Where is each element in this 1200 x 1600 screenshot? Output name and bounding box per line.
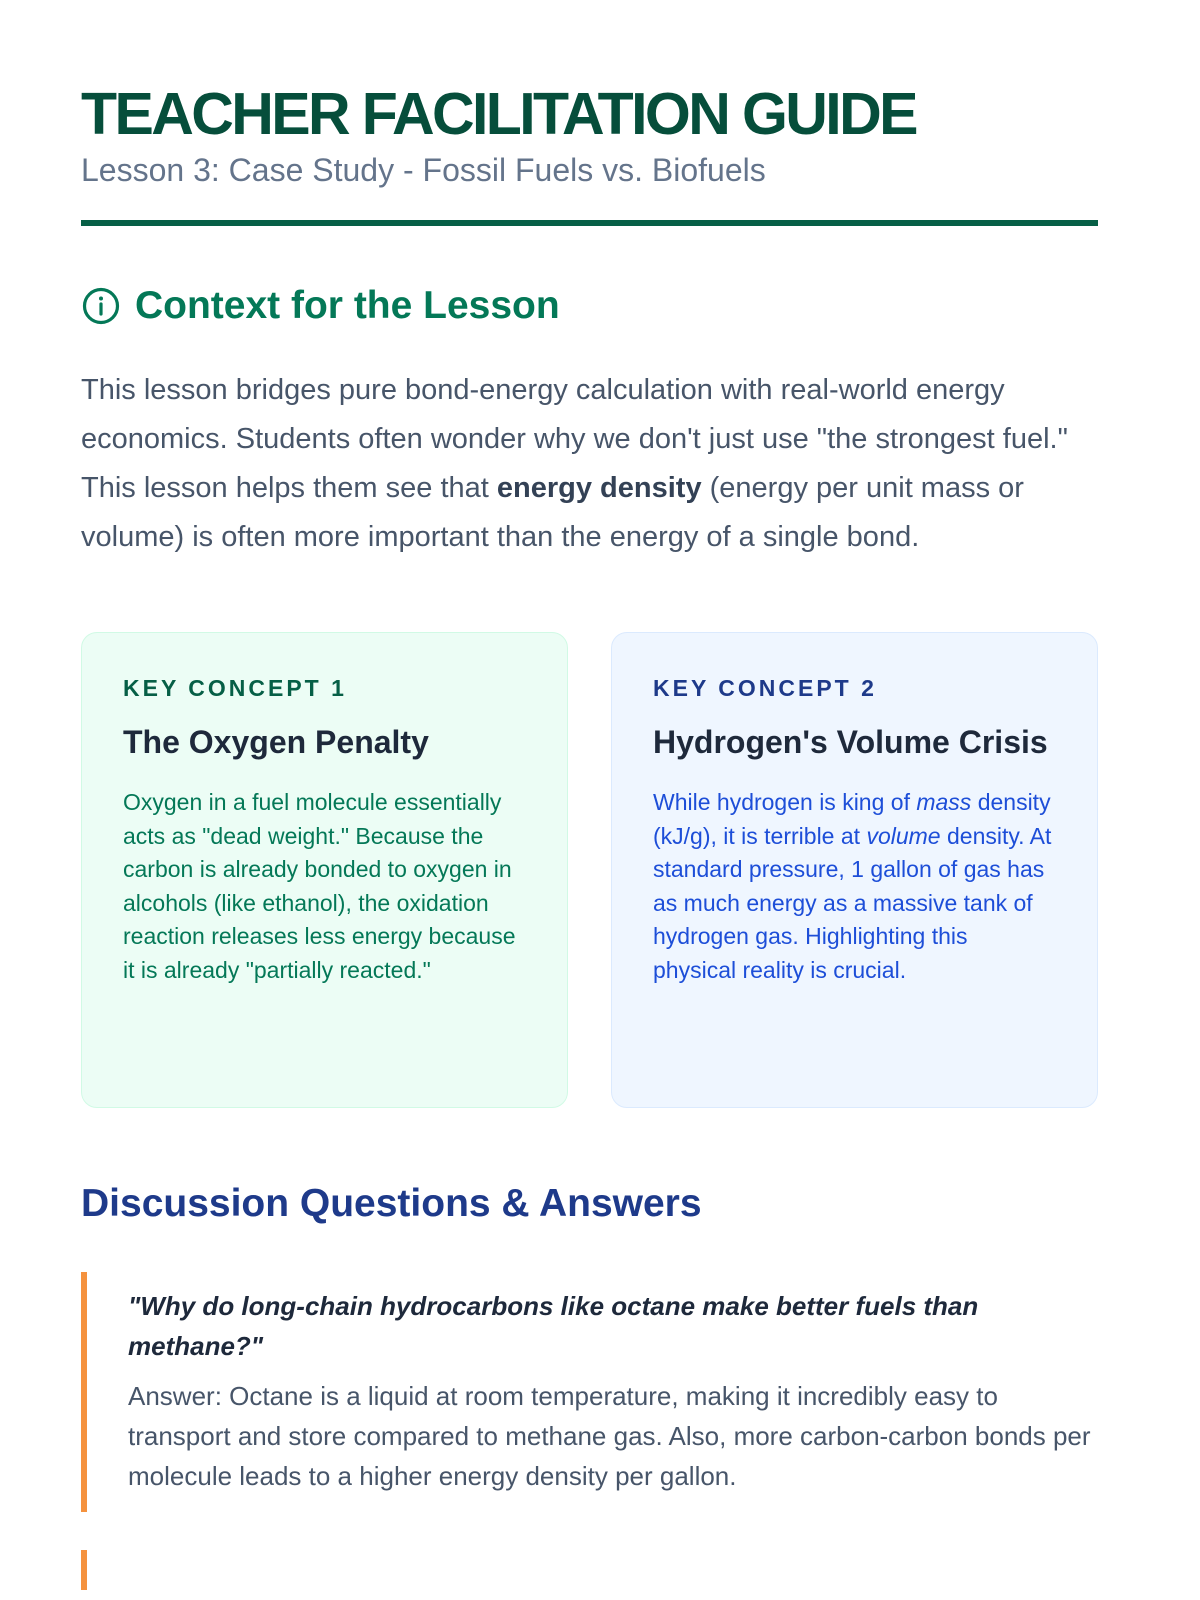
info-circle-icon bbox=[81, 286, 121, 326]
key-concept-label: KEY CONCEPT 2 bbox=[653, 675, 877, 701]
discussion-item bbox=[81, 1272, 1098, 1512]
key-concept-title: Hydrogen's Volume Crisis bbox=[653, 724, 1048, 760]
context-section-header bbox=[81, 282, 1098, 330]
key-concept-card-2 bbox=[611, 632, 1098, 1108]
context-text-start: This lesson bridges pure bond-energy calculation with real-world energy economics. Students often wonder why we don't just use "the strongest fuel." This lesson helps them see that bbox=[81, 374, 1068, 504]
document-title: TEACHER FACILITATION GUIDE bbox=[81, 81, 916, 147]
key-concept-text: density. At standard pressure, 1 gallon of gas has as much energy as a massive tank of hydrogen gas. Highlighting this physical reality is crucial. bbox=[653, 822, 1052, 983]
key-concept-text: While hydrogen is king of bbox=[653, 789, 917, 815]
energy-density-term: energy density bbox=[496, 472, 702, 504]
key-concept-card-1 bbox=[81, 632, 568, 1108]
key-concept-label: KEY CONCEPT 1 bbox=[123, 675, 347, 701]
discussion-heading: Discussion Questions & Answers bbox=[81, 1182, 702, 1225]
key-concept-text: density (kJ/g), it is terrible at bbox=[653, 789, 1051, 849]
discussion-item-next bbox=[81, 1550, 1098, 1590]
mass-emphasis: mass bbox=[916, 789, 972, 815]
key-concept-body bbox=[653, 786, 1057, 987]
discussion-question: "Why do long-chain hydrocarbons like octane make better fuels than methane?" bbox=[128, 1291, 979, 1361]
context-paragraph bbox=[81, 366, 1098, 562]
volume-emphasis: volume bbox=[866, 822, 941, 849]
title-divider bbox=[81, 220, 1098, 226]
key-concepts bbox=[81, 632, 1098, 1108]
discussion-answer: Answer: Octane is a liquid at room temperature, making it incredibly easy to transport and store compared to methane gas. Also, more carbon-carbon bonds per molecule leads to a higher energy density per gallon. bbox=[128, 1381, 1091, 1491]
document-subtitle: Lesson 3: Case Study - Fossil Fuels vs. Biofuels bbox=[81, 152, 766, 188]
context-text-end: (energy per unit mass or volume) is often more important than the energy of a single bond. bbox=[81, 472, 1024, 553]
key-concept-body: Oxygen in a fuel molecule essentially acts as "dead weight." Because the carbon is already bonded to oxygen in alcohols (like ethanol), the oxidation reaction releases less energy because it is already "partially reacted." bbox=[123, 789, 516, 983]
context-heading: Context for the Lesson bbox=[135, 284, 560, 327]
key-concept-title: The Oxygen Penalty bbox=[123, 724, 429, 760]
